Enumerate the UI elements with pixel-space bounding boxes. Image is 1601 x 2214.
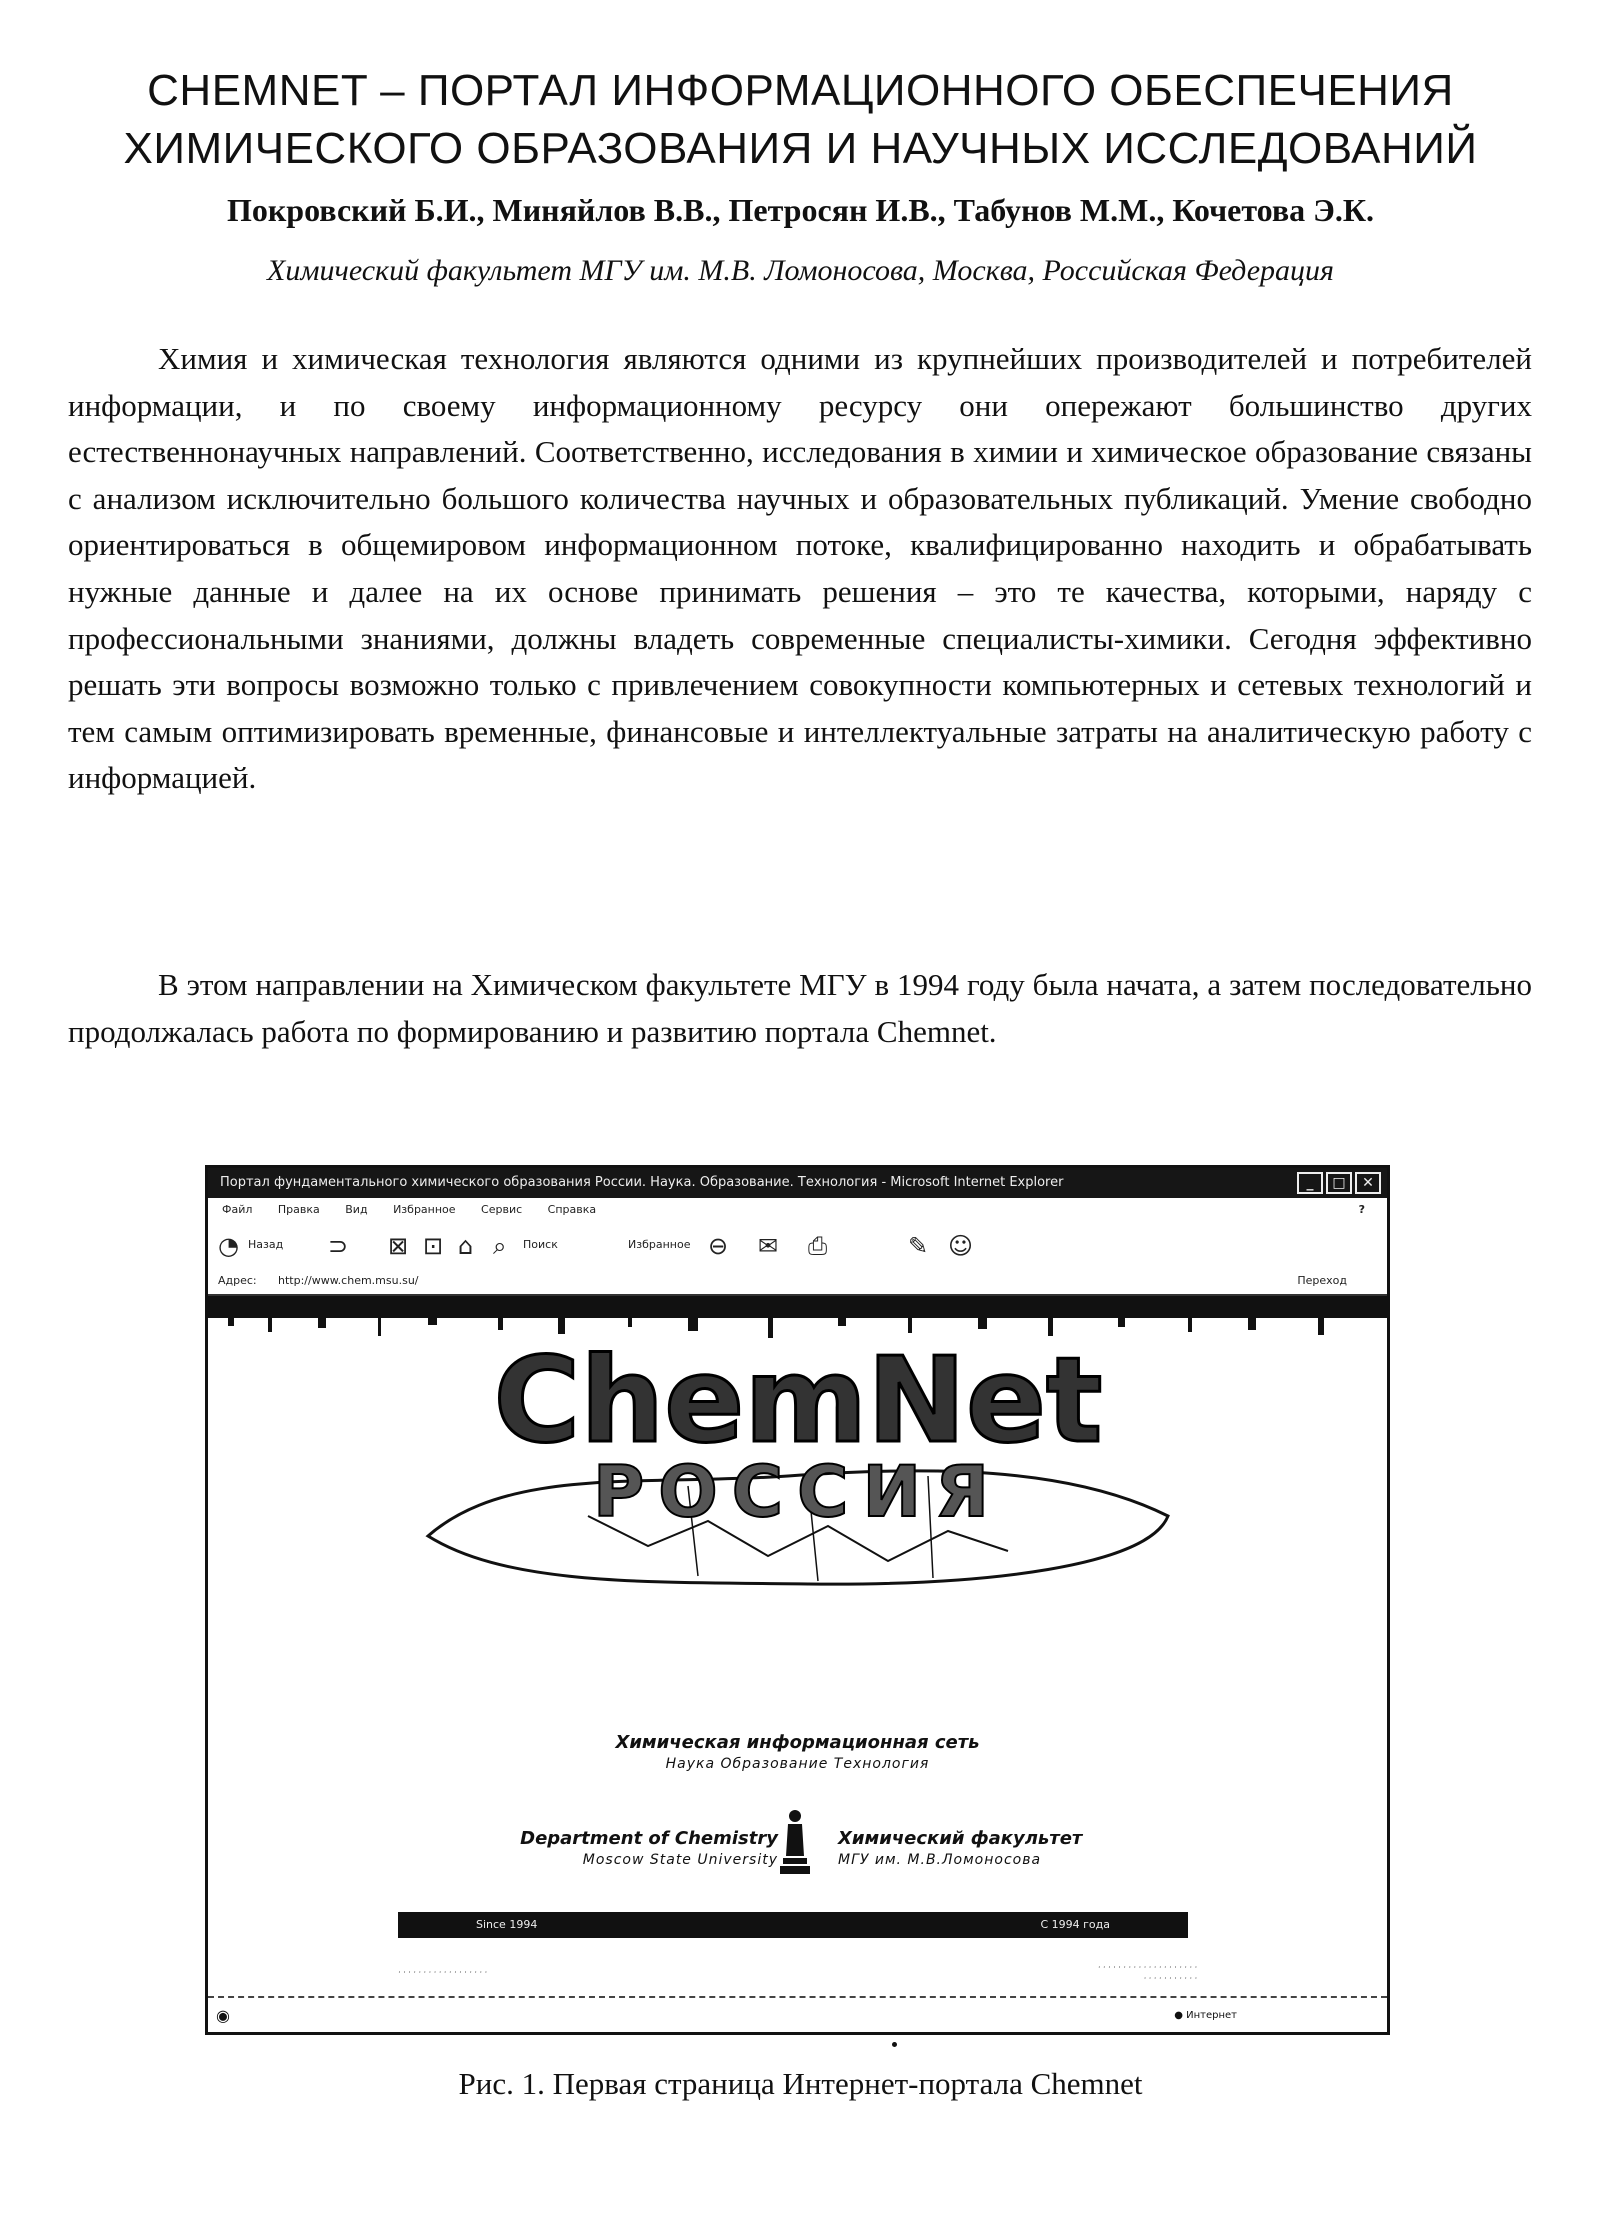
browser-menu-bar xyxy=(208,1198,1387,1222)
history-icon[interactable]: ⊖ xyxy=(708,1232,729,1260)
refresh-icon[interactable]: ⊡ xyxy=(423,1232,444,1260)
paragraph-1: Химия и химическая технология являются одними из крупнейших производителей и потребителей информации, и по своему информационному ресурсу они опережают большинство других естественнонаучных направлений. Соответственно, исследования в химии и химическое образование связаны с анализом исключительно большого количества научных и образовательных публикаций. Умение свободно ориентироваться в общемировом информационном потоке, квалифицированно находить и обрабатывать нужные данные и далее на их основе принимать решения – это те качества, которыми, наряду с профессиональными знаниями, должны владеть современные специалисты-химики. Сегодня эффективно решать эти вопросы возможно только с привлечением совокупности компьютерных и сетевых технологий и тем самым оптимизировать временные, финансовые и интеллектуальные затраты на аналитическую работу с информацией. xyxy=(68,341,1532,796)
department-russian[interactable]: Химический факультет xyxy=(838,1828,1083,1849)
back-icon[interactable]: ◔ xyxy=(218,1232,239,1260)
browser-status-bar xyxy=(208,1996,1387,2032)
home-icon[interactable]: ⌂ xyxy=(458,1232,474,1260)
back-label: Назад xyxy=(248,1238,284,1251)
stray-dot xyxy=(892,2042,897,2047)
help-icon[interactable]: ? xyxy=(1358,1203,1365,1216)
messenger-icon[interactable]: ☺ xyxy=(948,1232,974,1260)
footer-fine-print-left: · · · · · · · · · · · · · · · · · · xyxy=(398,1968,488,1977)
logo-text: ChemNet xyxy=(493,1331,1103,1469)
logo-subtext: РОССИЯ xyxy=(592,1451,1004,1533)
affiliation: Химический факультет МГУ им. М.В. Ломоносова, Москва, Российская Федерация xyxy=(267,254,1334,287)
since-bar xyxy=(398,1912,1188,1938)
browser-window-title: Портал фундаментального химического образования России. Наука. Образование. Технология - Microsoft Internet Explorer xyxy=(220,1175,1064,1190)
footer-fine-print-right: · · · · · · · · · · · · · · · · · · · · · · · · · · · · · · · xyxy=(1097,1963,1197,1983)
maximize-icon[interactable]: □ xyxy=(1326,1172,1352,1194)
search-icon[interactable]: ⌕ xyxy=(493,1232,507,1260)
lomonosov-statue-icon xyxy=(780,1808,810,1878)
menu-view[interactable]: Вид xyxy=(345,1203,368,1216)
edit-icon[interactable]: ✎ xyxy=(908,1232,929,1260)
address-label: Адрес: xyxy=(218,1274,257,1287)
browser-address-bar xyxy=(208,1268,1387,1296)
menu-tools[interactable]: Сервис xyxy=(481,1203,523,1216)
status-zone-label: Интернет xyxy=(1186,2010,1237,2021)
menu-edit[interactable]: Правка xyxy=(277,1203,320,1216)
status-zone: ● Интернет xyxy=(1174,2010,1237,2021)
network-subtitle: Наука Образование Технология xyxy=(665,1756,930,1772)
paper-title xyxy=(60,62,1541,178)
authors: Покровский Б.И., Миняйлов В.В., Петросян И.В., Табунов М.М., Кочетова Э.К. xyxy=(226,192,1375,228)
mail-icon[interactable]: ✉ xyxy=(758,1232,779,1260)
university-english: Moscow State University xyxy=(582,1852,778,1868)
figure-browser-screenshot xyxy=(205,1165,1390,2035)
browser-toolbar xyxy=(208,1224,1387,1268)
menu-file[interactable]: Файл xyxy=(222,1203,253,1216)
figure-caption: Рис. 1. Первая страница Интернет-портала Chemnet xyxy=(458,2066,1143,2101)
menu-help[interactable]: Справка xyxy=(547,1203,597,1216)
department-english[interactable]: Department of Chemistry xyxy=(520,1828,778,1849)
print-icon[interactable]: ⎙ xyxy=(808,1232,828,1260)
close-icon[interactable]: ✕ xyxy=(1355,1172,1381,1194)
go-button[interactable]: Переход xyxy=(1297,1274,1347,1287)
stop-icon[interactable]: ⊠ xyxy=(388,1232,409,1260)
favorites-label[interactable]: Избранное xyxy=(628,1238,691,1251)
forward-icon[interactable]: ⊃ xyxy=(328,1232,349,1260)
menu-favorites[interactable]: Избранное xyxy=(393,1203,456,1216)
university-russian: МГУ им. М.В.Ломоносова xyxy=(838,1852,1042,1868)
address-input[interactable]: http://www.chem.msu.su/ xyxy=(278,1274,419,1287)
network-title: Химическая информационная сеть xyxy=(615,1732,980,1753)
paragraph-2: В этом направлении на Химическом факультете МГУ в 1994 году была начата, а затем последовательно продолжалась работа по формированию и развитию портала Chemnet. xyxy=(68,967,1532,1049)
title-line-1: CHEMNET – ПОРТАЛ ИНФОРМАЦИОННОГО ОБЕСПЕЧЕНИЯ xyxy=(147,66,1454,115)
window-controls xyxy=(1297,1172,1381,1194)
minimize-icon[interactable]: _ xyxy=(1297,1172,1323,1194)
browser-title-bar xyxy=(208,1168,1387,1198)
title-line-2: ХИМИЧЕСКОГО ОБРАЗОВАНИЯ И НАУЧНЫХ ИССЛЕДОВАНИЙ xyxy=(123,124,1478,173)
chemnet-logo xyxy=(388,1316,1208,1616)
search-label: Поиск xyxy=(523,1238,558,1251)
webpage-content xyxy=(208,1296,1387,1986)
since-russian: С 1994 года xyxy=(1040,1918,1110,1931)
page-icon: ◉ xyxy=(216,2006,230,2025)
since-english: Since 1994 xyxy=(476,1918,538,1931)
